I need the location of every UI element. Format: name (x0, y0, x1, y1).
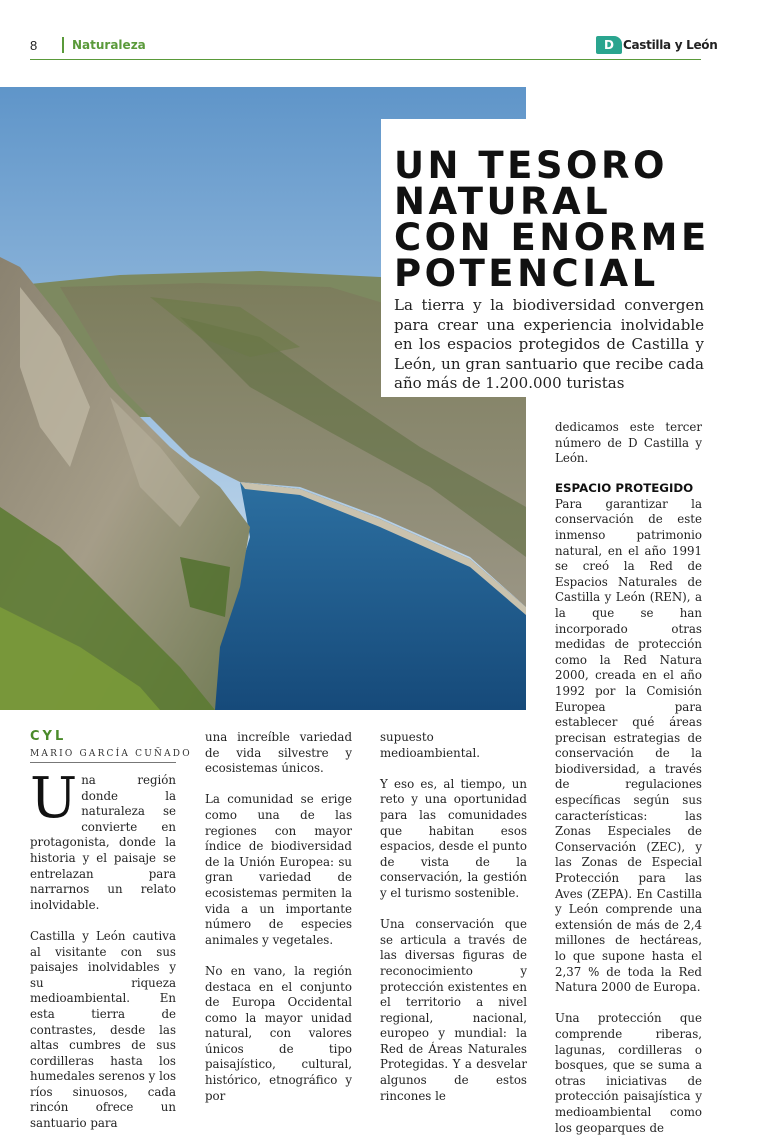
paragraph: Y eso es, al tiempo, un reto y una oportunidad para las comunidades que habitan esos espacios, desde el punto de vista de la conservación, la gestión y el turismo sostenible. (380, 776, 527, 900)
article-title (394, 144, 754, 295)
paragraph: La comunidad se erige como una de las regiones con mayor índice de biodiversidad de la Unión Europea: su gran variedad de ecosistemas permiten la vida a un importante número de especies animales y vegetales. (205, 792, 352, 947)
text-column-4 (555, 420, 702, 1136)
title-line: CON ENORME (394, 216, 710, 259)
paragraph: Para garantizar la conservación de este inmenso patrimonio natural, en el año 1991 se creó la Red de Espacios Naturales de Castilla y León (REN), a la que se han incorporado otras medidas de protección como la Red Natura 2000, creada en el año 1992 por la Comisión Europea para establecer qué áreas precisan estrategias de conservación de la biodiversidad, a través de regulaciones específicas según sus características: las Zonas Especiales de Conservación (ZEC), y las Zonas de Especial Protección para las Aves (ZEPA). En Castilla y León comprende una extensión de más de 2,4 millones de hectáreas, lo que supone hasta el 2,37 % de toda la Red Natura 2000 de Europa. (555, 496, 702, 995)
logo-text: Castilla y León (623, 38, 718, 52)
paragraph: supuesto medioambiental. (380, 730, 481, 760)
magazine-logo (596, 36, 717, 54)
title-line: UN TESORO (394, 144, 668, 187)
paragraph: dedicamos este tercer número de D Castilla y León. (555, 420, 702, 466)
paragraph: Castilla y León cautiva al visitante con sus paisajes inolvidables y su riqueza medioambiental. En esta tierra de contrastes, desde las altas cumbres de sus cordilleras hasta los humedales serenos y los ríos sinuosos, cada rincón ofrece un santuario para (30, 928, 177, 1131)
text-column-1 (30, 729, 192, 1132)
paragraph: No en vano, la región destaca en el conjunto de Europa Occidental como la mayor unidad natural, con valores únicos de tipo paisajístico, cultural, histórico, etnográfico y por (205, 963, 352, 1103)
title-line: POTENCIAL (394, 252, 659, 295)
text-column-3 (380, 730, 527, 1104)
header-rule (30, 59, 701, 60)
paragraph: una increíble variedad de vida silvestre y ecosistemas únicos. (205, 730, 352, 776)
section-subhead: ESPACIO PROTEGIDO (555, 480, 694, 495)
paragraph: Una región donde la naturaleza se convierte en protagonista, donde la historia y el paisaje se entrelazan para narrarnos un relato inolvidable. (30, 766, 176, 912)
logo-mark: D (596, 36, 622, 54)
paragraph: Una conservación que se articula a través de las diversas figuras de reconocimiento y protección existentes en el territorio a nivel regional, nacional, europeo y mundial: la Red de Áreas Naturales Protegidas. Y a desvelar algunos de estos rincones le (380, 917, 527, 1103)
article-tag: CYL (30, 729, 67, 744)
page-number: 8 (30, 38, 38, 53)
text-column-2 (205, 730, 352, 1104)
article-subtitle: La tierra y la biodiversidad convergen para crear una experiencia inolvidable en los espacios protegidos de Castilla y León, un gran santuario que recibe cada año más de 1.200.000 turistas (394, 296, 704, 392)
author-byline: MARIO GARCÍA CUÑADO (30, 749, 176, 763)
title-line: NATURAL (394, 180, 612, 223)
paragraph: Una protección que comprende riberas, lagunas, cordilleras o bosques, que se suma a otras iniciativas de protección paisajística y medioambiental como los geoparques de (555, 1011, 702, 1135)
section-name: Naturaleza (72, 38, 146, 52)
header-divider (62, 37, 64, 53)
drop-cap: U (30, 766, 78, 831)
